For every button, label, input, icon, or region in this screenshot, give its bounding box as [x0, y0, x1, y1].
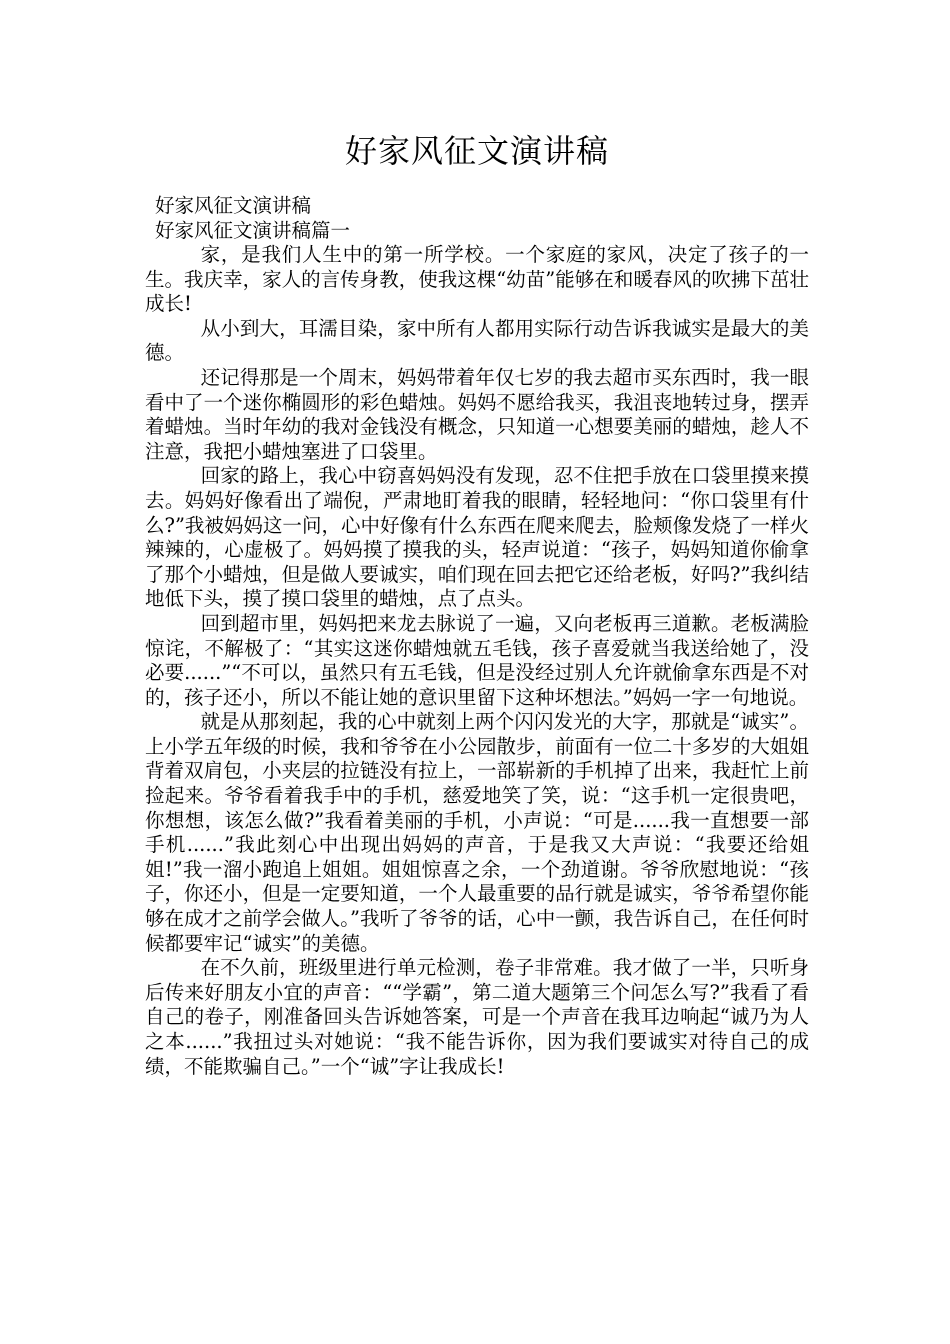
subheading-article-part: 好家风征文演讲稿篇一 [155, 218, 351, 242]
document-title: 好家风征文演讲稿 [344, 132, 609, 170]
paragraph-1: 家，是我们人生中的第一所学校。一个家庭的家风，决定了孩子的一生。我庆幸，家人的言传身教，使我这棵“幼苗”能够在和暖春风的吹拂下茁壮成长! [145, 243, 809, 316]
paragraph-3: 还记得那是一个周末，妈妈带着年仅七岁的我去超市买东西时，我一眼看中了一个迷你椭圆形的彩色蜡烛。妈妈不愿给我买，我沮丧地转过身，摆弄着蜡烛。当时年幼的我对金钱没有概念，只知道一心想要美丽的蜡烛，趁人不注意，我把小蜡烛塞进了口袋里。 [145, 365, 809, 463]
paragraph-6: 就是从那刻起，我的心中就刻上两个闪闪发光的大字，那就是“诚实”。上小学五年级的时候，我和爷爷在小公园散步，前面有一位二十多岁的大姐姐背着双肩包，小夹层的拉链没有拉上，一部崭新的手机掉了出来，我赶忙上前捡起来。爷爷看着我手中的手机，慈爱地笑了笑，说：“这手机一定很贵吧，你想想，该怎么做?”我看着美丽的手机，小声说：“可是......我一直想要一部手机......”我此刻心中出现出妈妈的声音，于是我又大声说：“我要还给姐姐!”我一溜小跑追上姐姐。姐姐惊喜之余，一个劲道谢。爷爷欣慰地说：“孩子，你还小，但是一定要知道，一个人最重要的品行就是诚实，爷爷希望你能够在成才之前学会做人。”我听了爷爷的话，心中一颤，我告诉自己，在任何时候都要牢记“诚实”的美德。 [145, 710, 809, 955]
paragraph-4: 回家的路上，我心中窃喜妈妈没有发现，忍不住把手放在口袋里摸来摸去。妈妈好像看出了端倪，严肃地盯着我的眼睛，轻轻地问：“你口袋里有什么?”我被妈妈这一问，心中好像有什么东西在爬来爬去，脸颊像发烧了一样火辣辣的，心虚极了。妈妈摸了摸我的头，轻声说道：“孩子，妈妈知道你偷拿了那个小蜡烛，但是做人要诚实，咱们现在回去把它还给老板，好吗?”我纠结地低下头，摸了摸口袋里的蜡烛，点了点头。 [145, 464, 809, 611]
document-page [145, 0, 809, 1079]
paragraph-2: 从小到大，耳濡目染，家中所有人都用实际行动告诉我诚实是最大的美德。 [145, 316, 809, 365]
paragraph-5: 回到超市里，妈妈把来龙去脉说了一遍，又向老板再三道歉。老板满脸惊诧，不解极了：“其实这迷你蜡烛就五毛钱，孩子喜爱就当我送给她了，没必要......”“不可以，虽然只有五毛钱，但是没经过别人允许就偷拿东西是不对的，孩子还小，所以不能让她的意识里留下这种坏想法。”妈妈一字一句地说。 [145, 611, 809, 709]
paragraph-7: 在不久前，班级里进行单元检测，卷子非常难。我才做了一半，只听身后传来好朋友小宜的声音：““学霸”，第二道大题第三个问怎么写?”我看了看自己的卷子，刚准备回头告诉她答案，可是一个声音在我耳边响起“诚乃为人之本......”我扭过头对她说：“我不能告诉你，因为我们要诚实对待自己的成绩，不能欺骗自己。”一个“诚”字让我成长! [145, 956, 809, 1078]
subheading-block [145, 194, 809, 243]
document-body [145, 243, 809, 1079]
subheading-article-title: 好家风征文演讲稿 [155, 194, 312, 217]
